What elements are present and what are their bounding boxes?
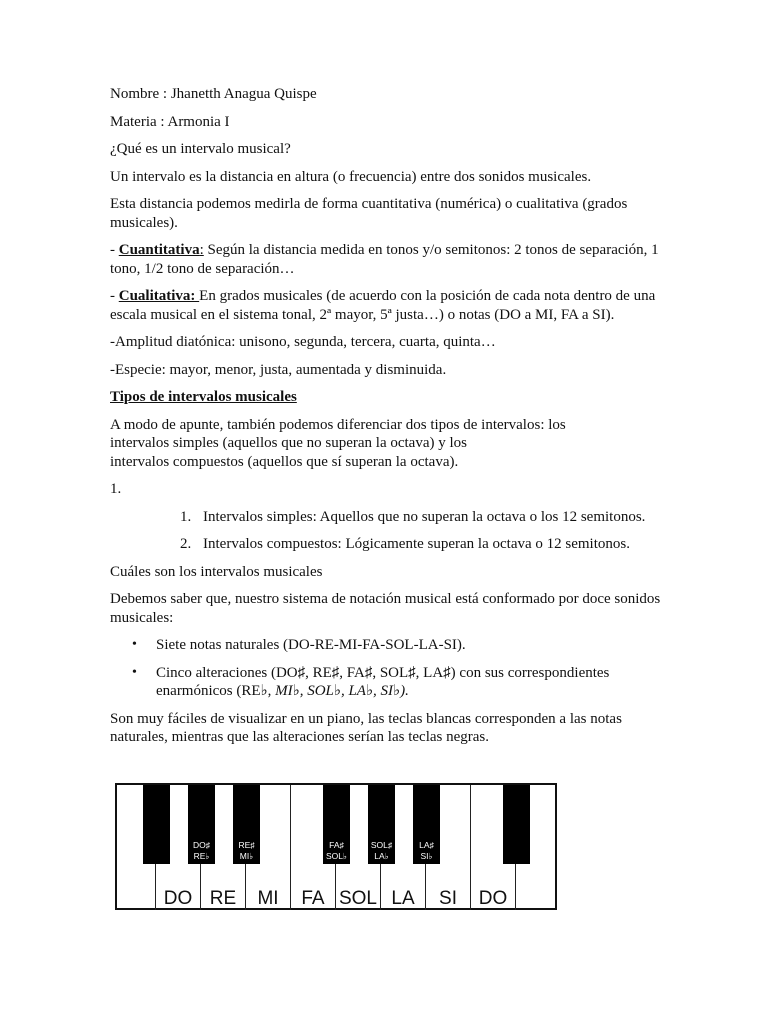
species-paragraph: -Especie: mayor, menor, justa, aumentada y disminuida.: [110, 361, 447, 378]
types-paragraph: A modo de apunte, también podemos diferenciar dos tipos de intervalos: los intervalos simples (aquellos que no superan la octava) y los intervalos compuestos (aquellos que sí superan la octava).: [110, 416, 566, 470]
black-key-fa-sharp: FA♯ SOL♭: [323, 785, 350, 864]
piano-keyboard-figure: [115, 783, 557, 910]
bullet-icon: •: [132, 664, 137, 680]
student-name: Nombre : Jhanetth Anagua Quispe: [110, 86, 317, 102]
qualitative-term: Cualitativa:: [118, 288, 200, 304]
black-key: [503, 785, 530, 864]
black-key-sol-sharp: SOL♯ LA♭: [368, 785, 395, 864]
black-key-do-sharp: DO♯ RE♭: [188, 785, 215, 864]
subject: Materia : Armonia I: [110, 113, 230, 130]
quantitative-paragraph: - Cuantitativa: Según la distancia medida en tonos y/o semitonos: 2 tonos de separación, 1 tono, 1/2 tono de separación…: [110, 242, 659, 277]
interval-types-list: [157, 508, 670, 554]
question: ¿Qué es un intervalo musical?: [110, 141, 291, 157]
qualitative-paragraph: - Cualitativa: En grados musicales (de acuerdo con la posición de cada nota dentro de una escala musical en el sistema tonal, 2ª mayor, 5ª justa…) o notas (DO a MI, FA a SI).: [110, 288, 656, 323]
types-heading: Tipos de intervalos musicales: [110, 389, 297, 405]
list-item: 2. Intervalos compuestos: Lógicamente superan la octava o 12 semitonos.: [180, 536, 630, 552]
white-key-sol: SOL: [336, 785, 381, 910]
black-key-la-sharp: LA♯ SI♭: [413, 785, 440, 864]
quantitative-term: Cuantitativa: [118, 242, 200, 258]
bullet-icon: •: [132, 637, 137, 652]
outer-list-item: [110, 480, 670, 499]
list-item: 1. Intervalos simples: Aquellos que no superan la octava o los 12 semitonos.: [180, 508, 646, 525]
which-paragraph: Debemos saber que, nuestro sistema de notación musical está conformado por doce sonidos musicales:: [110, 591, 661, 626]
list-marker: 1.: [110, 481, 122, 497]
white-key-la: LA: [381, 785, 426, 910]
white-key-fa: FA: [291, 785, 336, 910]
white-key-si: SI: [426, 785, 471, 910]
black-key-re-sharp: RE♯ MI♭: [233, 785, 260, 864]
which-heading: Cuáles son los intervalos musicales: [110, 563, 323, 580]
white-key-do-high: DO: [471, 785, 516, 910]
piano-paragraph: Son muy fáciles de visualizar en un piano, las teclas blancas corresponden a las notas naturales, mientras que las alteraciones serían las teclas negras.: [110, 710, 622, 745]
list-item: • Cinco alteraciones (DO♯, RE♯, FA♯, SOL♯, LA♯) con sus correspondientes enarmónicos (RE♭, MI♭, SOL♭, LA♭, SI♭).: [132, 664, 610, 699]
white-key-mi: MI: [246, 785, 291, 910]
black-key: [143, 785, 170, 864]
white-key-do: DO: [156, 785, 201, 910]
amplitude-paragraph: -Amplitud diatónica: unisono, segunda, tercera, cuarta, quinta…: [110, 334, 496, 350]
definition: Un intervalo es la distancia en altura (o frecuencia) entre dos sonidos musicales.: [110, 168, 592, 185]
document-body: [110, 85, 670, 756]
white-key-re: RE: [201, 785, 246, 910]
measure-paragraph: Esta distancia podemos medirla de forma cuantitativa (numérica) o cualitativa (grados musicales).: [110, 196, 628, 231]
notes-list: [110, 636, 670, 701]
list-item: • Siete notas naturales (DO-RE-MI-FA-SOL-LA-SI).: [132, 637, 466, 653]
